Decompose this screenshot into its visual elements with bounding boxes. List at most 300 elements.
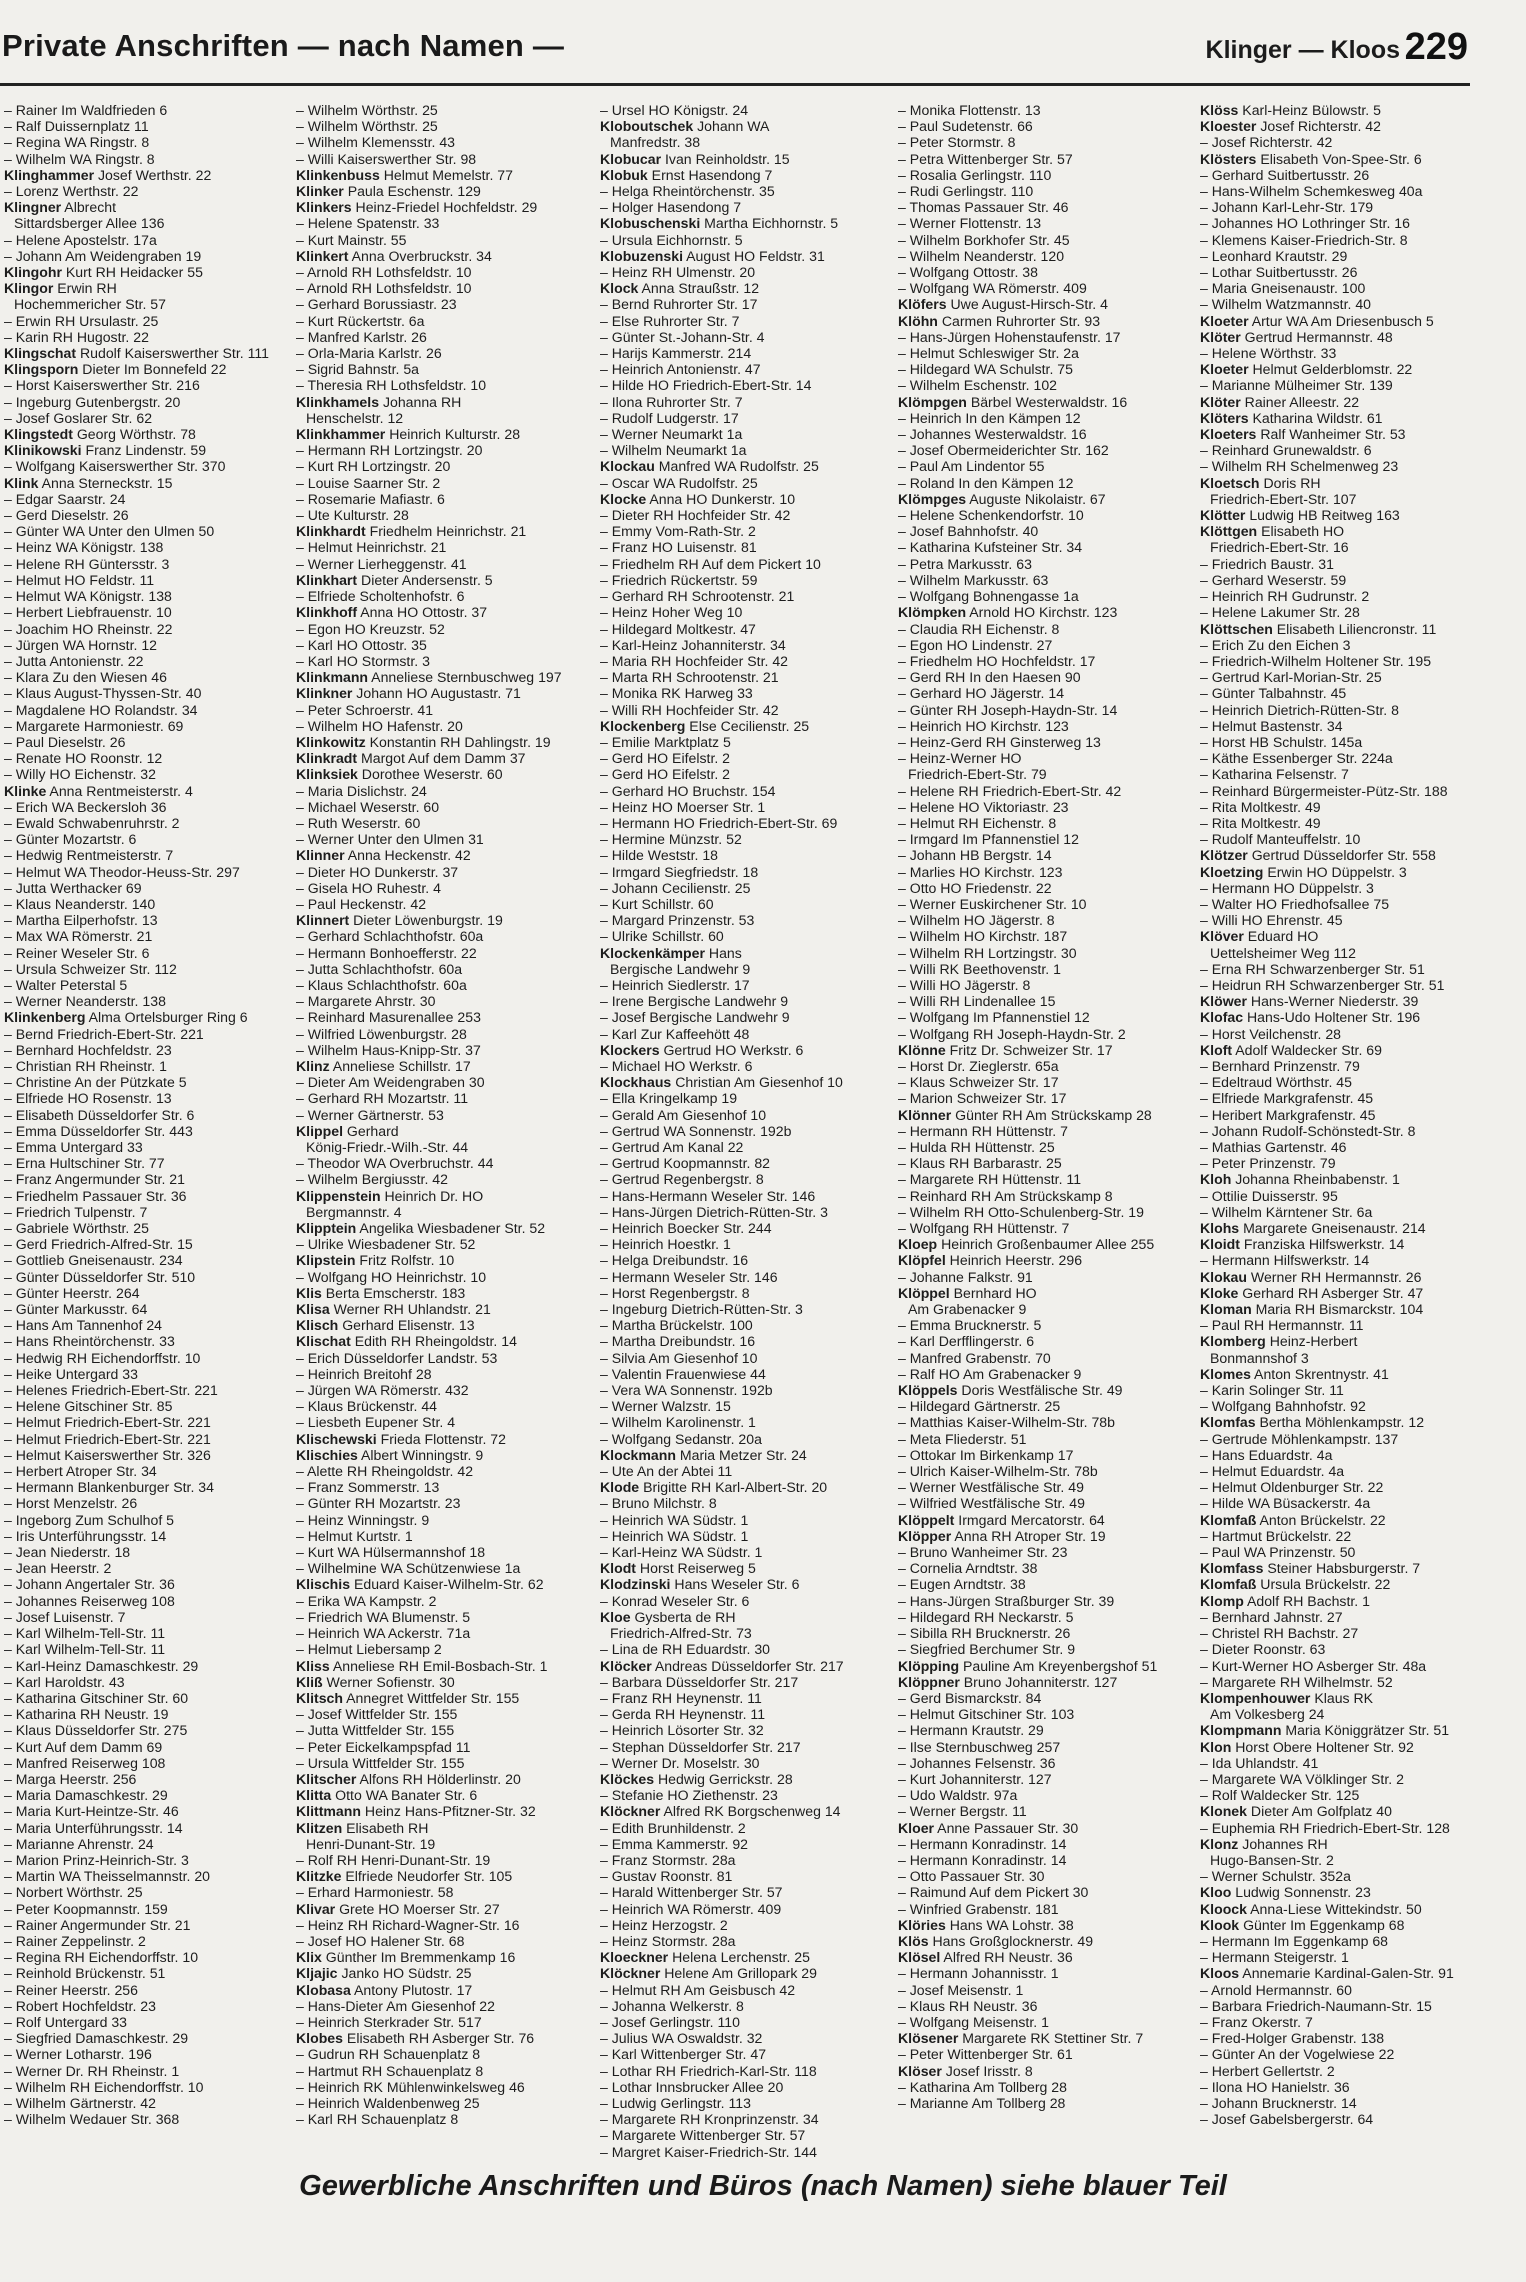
directory-entry: – Orla-Maria Karlstr. 26 [296, 345, 442, 362]
directory-entry: – Wilhelm Watzmannstr. 40 [1200, 296, 1372, 313]
directory-entry: König-Friedr.-Wilh.-Str. 44 [306, 1139, 469, 1155]
directory-entry: Klösener Margarete RK Stettiner Str. 7 [898, 2030, 1144, 2047]
directory-entry: Klinkowitz Konstantin RH Dahlingstr. 19 [296, 733, 551, 750]
directory-entry: – Klaus RH Barbarastr. 25 [898, 1155, 1062, 1172]
directory-entry: – Herbert Gellertstr. 2 [1200, 2062, 1335, 2079]
directory-entry: – Josef Gerlingstr. 110 [600, 2013, 740, 2030]
directory-entry: – Johannes Reiserweg 108 [4, 1592, 175, 1609]
directory-entry: – Ludwig Gerlingstr. 113 [600, 2094, 751, 2111]
directory-entry: – Werner Dr. Moselstr. 30 [600, 1754, 760, 1771]
directory-entry: Friedrich-Alfred-Str. 73 [610, 1625, 752, 1642]
directory-entry: – Helmut RH Am Geisbusch 42 [600, 1981, 796, 1998]
directory-entry: Kloer Anne Passauer Str. 30 [898, 1819, 1079, 1836]
directory-entry: – Reinhard Bürgermeister-Pütz-Str. 188 [1200, 782, 1448, 799]
directory-entry: – Lothar Innsbrucker Allee 20 [600, 2078, 784, 2095]
directory-entry: – Wilhelm Gärtnerstr. 42 [4, 2094, 156, 2111]
directory-entry: Klinkenbuss Helmut Memelstr. 77 [296, 166, 513, 183]
directory-entry: – Ursula Eichhornstr. 5 [600, 231, 743, 248]
directory-entry: Manfredstr. 38 [610, 134, 701, 151]
directory-entry: – Gerald Am Giesenhof 10 [600, 1106, 767, 1123]
directory-entry: – Raimund Auf dem Pickert 30 [898, 1884, 1089, 1901]
directory-entry: – Hermann Krautstr. 29 [898, 1722, 1044, 1739]
directory-entry: Klinkhammer Heinrich Kulturstr. 28 [296, 426, 521, 443]
directory-entry: – Rainer Zeppelinstr. 2 [4, 1932, 146, 1949]
directory-entry: Klitscher Alfons RH Hölderlinstr. 20 [296, 1770, 521, 1787]
directory-entry: Klingor Erwin RH [4, 280, 117, 297]
directory-entry: Klobes Elisabeth RH Asberger Str. 76 [296, 2030, 535, 2047]
directory-entry: – Katharina Kufsteiner Str. 34 [898, 539, 1083, 556]
directory-entry: – Gertrud Karl-Morian-Str. 25 [1200, 669, 1382, 686]
directory-entry: – Paul Am Lindentor 55 [898, 458, 1045, 475]
directory-entry: – Werner Dr. RH Rheinstr. 1 [4, 2062, 180, 2079]
directory-entry: – Johanna Welkerstr. 8 [600, 1997, 744, 2014]
directory-entry: – Günter RH Joseph-Haydn-Str. 14 [898, 701, 1118, 718]
directory-entry: – Helmut Liebersamp 2 [296, 1641, 442, 1658]
directory-entry: – Peter Eickelkampspfad 11 [296, 1738, 471, 1755]
directory-entry: Hochemmericher Str. 57 [14, 296, 166, 313]
directory-entry: – Jean Heerstr. 2 [4, 1560, 112, 1577]
directory-entry: – Bernd Friedrich-Ebert-Str. 221 [4, 1025, 204, 1042]
directory-entry: – Valentin Frauenwiese 44 [600, 1365, 766, 1382]
directory-entry: Klöckner Helene Am Grillopark 29 [600, 1965, 817, 1982]
directory-entry: – Stephan Düsseldorfer Str. 217 [600, 1738, 801, 1755]
directory-entry: – Otto Passauer Str. 30 [898, 1868, 1045, 1885]
directory-entry: – Kurt-Werner HO Asberger Str. 48a [1200, 1657, 1427, 1674]
directory-entry: – Franz Okerstr. 7 [1200, 2013, 1313, 2030]
directory-entry: – Hermann Steigerstr. 1 [1200, 1949, 1349, 1966]
directory-entry: – Emma Düsseldorfer Str. 443 [4, 1122, 193, 1139]
directory-entry: – Margret Kaiser-Friedrich-Str. 144 [600, 2143, 817, 2160]
directory-entry: – Emma Untergard 33 [4, 1139, 143, 1155]
directory-entry: – Peter Wittenberger Str. 61 [898, 2046, 1073, 2063]
directory-entry: – Helene HO Viktoriastr. 23 [898, 798, 1069, 815]
directory-entry: – Siegfried Berchumer Str. 9 [898, 1641, 1076, 1658]
directory-entry: Klöpfel Heinrich Heerstr. 296 [898, 1252, 1083, 1269]
directory-entry: – Günter St.-Johann-Str. 4 [600, 328, 765, 345]
directory-entry: – Hans-Hermann Weseler Str. 146 [600, 1187, 816, 1204]
directory-entry: Klockmann Maria Metzer Str. 24 [600, 1446, 807, 1463]
directory-entry: – Martin WA Theisselmannstr. 20 [4, 1868, 211, 1885]
directory-entry: – Paul RH Hermannstr. 11 [1200, 1317, 1364, 1334]
directory-entry: – Gerd HO Eifelstr. 2 [600, 750, 731, 767]
directory-entry: Klipptein Angelika Wiesbadener Str. 52 [296, 1220, 546, 1237]
directory-entry: – Werner Lotharstr. 196 [4, 2046, 152, 2063]
directory-entry: – Erich WA Beckersloh 36 [4, 798, 167, 815]
directory-entry: Kloh Johanna Rheinbabenstr. 1 [1200, 1171, 1400, 1188]
directory-entry: Klinghammer Josef Werthstr. 22 [4, 166, 212, 183]
directory-entry: – Rainer Angermunder Str. 21 [4, 1916, 191, 1933]
directory-entry: – Helene Wörthstr. 33 [1200, 345, 1337, 362]
directory-entry: – Erika WA Kampstr. 2 [296, 1592, 437, 1609]
directory-entry: Klöser Josef Irisstr. 8 [898, 2062, 1033, 2079]
directory-entry: – Gisela HO Ruhestr. 4 [296, 879, 441, 896]
directory-entry: Klöppner Bruno Johanniterstr. 127 [898, 1673, 1118, 1690]
directory-entry: – Martha Eilperhofstr. 13 [4, 912, 158, 929]
directory-entry: Klobasa Antony Plutostr. 17 [296, 1981, 473, 1998]
directory-entry: Kloock Anna-Liese Wittekindstr. 50 [1200, 1900, 1422, 1917]
directory-entry: – Hildegard WA Schulstr. 75 [898, 361, 1073, 378]
directory-entry: – Karl Wilhelm-Tell-Str. 11 [4, 1641, 166, 1658]
directory-entry: – Arnold RH Lothsfeldstr. 10 [296, 264, 472, 281]
directory-entry: – Erna Hultschiner Str. 77 [4, 1155, 165, 1172]
directory-entry: – Egon HO Lindenstr. 27 [898, 636, 1053, 653]
directory-entry: – Helenes Friedrich-Ebert-Str. 221 [4, 1382, 218, 1399]
directory-entry: Klöss Karl-Heinz Bülowstr. 5 [1200, 102, 1381, 118]
directory-entry: Klöter Gertrud Hermannstr. 48 [1200, 328, 1393, 345]
directory-entry: – Marion Prinz-Heinrich-Str. 3 [4, 1851, 189, 1868]
directory-entry: – Heinrich Lösorter Str. 32 [600, 1722, 764, 1739]
directory-entry: Kljajic Janko HO Südstr. 25 [296, 1965, 472, 1982]
directory-entry: – Ulrike Wiesbadener Str. 52 [296, 1236, 476, 1253]
directory-entry: – Elfriede HO Rosenstr. 13 [4, 1090, 172, 1107]
directory-entry: Bonmannshof 3 [1210, 1349, 1309, 1366]
directory-entry: – Kurt WA Hülsermannshof 18 [296, 1544, 486, 1561]
directory-entry: Klonz Johannes RH [1200, 1835, 1328, 1852]
directory-entry: – Josef Gabelsbergerstr. 64 [1200, 2111, 1374, 2128]
directory-entry: – Katharina RH Neustr. 19 [4, 1706, 169, 1723]
directory-entry: – Marga Heerstr. 256 [4, 1770, 137, 1787]
directory-entry: – Reinhard RH Am Strückskamp 8 [898, 1187, 1113, 1204]
column-1 [4, 102, 294, 2162]
directory-entry: – Klemens Kaiser-Friedrich-Str. 8 [1200, 231, 1408, 248]
directory-entry: Klöckes Hedwig Gerrickstr. 28 [600, 1770, 793, 1787]
directory-entry: – Horst Menzelstr. 26 [4, 1495, 138, 1512]
directory-entry: – Hans-Wilhelm Schemkesweg 40a [1200, 183, 1423, 200]
directory-entry: Kloman Maria RH Bismarckstr. 104 [1200, 1301, 1424, 1318]
directory-entry: – Karl Wilhelm-Tell-Str. 11 [4, 1625, 166, 1642]
directory-entry: – Wilhelm Borkhofer Str. 45 [898, 231, 1070, 248]
directory-entry: Kloo Ludwig Sonnenstr. 23 [1200, 1884, 1371, 1901]
directory-entry: – Theresia RH Lothsfeldstr. 10 [296, 377, 487, 394]
directory-entry: Hugo-Bansen-Str. 2 [1210, 1851, 1334, 1868]
directory-entry: – Hans-Jürgen Hohenstaufenstr. 17 [898, 328, 1121, 345]
directory-entry: – Christine An der Pützkate 5 [4, 1074, 187, 1091]
directory-entry: Klix Günther Im Bremmenkamp 16 [296, 1949, 516, 1966]
directory-entry: – Gudrun RH Schauenplatz 8 [296, 2046, 481, 2063]
directory-entry: – Hermann RH Lortzingstr. 20 [296, 442, 483, 459]
directory-entry: – Rainer Im Waldfrieden 6 [4, 102, 168, 118]
directory-entry: – Emmy Vom-Rath-Str. 2 [600, 523, 756, 540]
directory-entry: – Günter Talbahnstr. 45 [1200, 685, 1347, 702]
directory-entry: – Johann Cecilienstr. 25 [600, 879, 751, 896]
directory-entry: Klomfaß Ursula Brückelstr. 22 [1200, 1576, 1391, 1593]
directory-entry: – Wilhelm Eschenstr. 102 [898, 377, 1058, 394]
directory-entry: – Margarete RH Wilhelmstr. 52 [1200, 1673, 1393, 1690]
directory-entry: – Helmut WA Königstr. 138 [4, 588, 172, 605]
directory-entry: – Wolfgang Ottostr. 38 [898, 264, 1038, 281]
directory-entry: – Hedwig Rentmeisterstr. 7 [4, 847, 174, 864]
directory-entry: – Heinrich In den Kämpen 12 [898, 409, 1081, 426]
directory-entry: – Lorenz Werthstr. 22 [4, 183, 139, 200]
directory-entry: – Klaus Brückenstr. 44 [296, 1398, 438, 1415]
directory-entry: Klinkhamels Johanna RH [296, 393, 462, 410]
directory-entry: Klinkhoff Anna HO Ottostr. 37 [296, 604, 488, 621]
directory-entry: – Gerda RH Heynenstr. 11 [600, 1706, 766, 1723]
directory-entry: Klomfaß Anton Brückelstr. 22 [1200, 1511, 1386, 1528]
directory-entry: – Heinrich Dietrich-Rütten-Str. 8 [1200, 701, 1399, 718]
directory-entry: – Petra Markusstr. 63 [898, 555, 1032, 572]
directory-entry: – Josef Wittfelder Str. 155 [296, 1706, 458, 1723]
directory-entry: Klinkenberg Alma Ortelsburger Ring 6 [4, 1009, 248, 1026]
directory-entry: Klischis Eduard Kaiser-Wilhelm-Str. 62 [296, 1576, 544, 1593]
directory-entry: – Werner Bergstr. 11 [898, 1803, 1027, 1820]
directory-entry: – Günter Düsseldorfer Str. 510 [4, 1268, 196, 1285]
directory-entry: – Helene Gitschiner Str. 85 [4, 1398, 173, 1415]
directory-entry: Kloester Josef Richterstr. 42 [1200, 118, 1381, 135]
directory-entry: – Ulrich Kaiser-Wilhelm-Str. 78b [898, 1463, 1098, 1480]
directory-entry: – Martha Brückelstr. 100 [600, 1317, 753, 1334]
directory-entry: – Hermann Weseler Str. 146 [600, 1268, 778, 1285]
directory-entry: – Karl-Heinz Damaschkestr. 29 [4, 1657, 199, 1674]
directory-entry: Klinkradt Margot Auf dem Damm 37 [296, 750, 526, 767]
directory-entry: – Reiner Heerstr. 256 [4, 1981, 138, 1998]
directory-entry: – Werner Westfälische Str. 49 [898, 1479, 1084, 1496]
directory-entry: Klis Berta Emscherstr. 183 [296, 1284, 466, 1301]
directory-entry: – Jutta Werthacker 69 [4, 879, 142, 896]
directory-entry: – Hildegard Moltkestr. 47 [600, 620, 756, 637]
column-2 [296, 102, 586, 2162]
directory-entry: – Winfried Grabenstr. 181 [898, 1900, 1059, 1917]
directory-entry: Kloeters Ralf Wanheimer Str. 53 [1200, 426, 1406, 443]
directory-entry: – Horst Dr. Zieglerstr. 65a [898, 1057, 1059, 1074]
directory-entry: Klinkmann Anneliese Sternbuschweg 197 [296, 669, 562, 686]
directory-entry: – Gerhard Schlachthofstr. 60a [296, 928, 484, 945]
directory-entry: Klösters Elisabeth Von-Spee-Str. 6 [1200, 150, 1422, 167]
directory-entry: – Hermann Konradinstr. 14 [898, 1835, 1067, 1852]
directory-entry: – Willy HO Eichenstr. 32 [4, 766, 156, 783]
directory-entry: – Marta RH Schrootenstr. 21 [600, 669, 779, 686]
directory-entry: – Paul Dieselstr. 26 [4, 733, 126, 750]
directory-entry: Friedrich-Ebert-Str. 16 [1210, 539, 1349, 556]
directory-entry: – Horst Veilchenstr. 28 [1200, 1025, 1342, 1042]
directory-entry: – Heinz HO Moerser Str. 1 [600, 798, 766, 815]
directory-entry: – Heribert Markgrafenstr. 45 [1200, 1106, 1376, 1123]
directory-entry: – Ilona HO Hanielstr. 36 [1200, 2078, 1350, 2095]
directory-entry: – Josef Luisenstr. 7 [4, 1608, 126, 1625]
directory-entry: – Barbara Düsseldorfer Str. 217 [600, 1673, 799, 1690]
directory-entry: – Heinrich Antonienstr. 47 [600, 361, 761, 378]
directory-entry: Sittardsberger Allee 136 [14, 215, 165, 232]
directory-entry: Klodt Horst Reiserweg 5 [600, 1560, 756, 1577]
directory-entry: – Stefanie HO Ziethenstr. 23 [600, 1787, 778, 1804]
directory-entry: – Jürgen WA Römerstr. 432 [296, 1382, 469, 1399]
directory-entry: Klötter Ludwig HB Reitweg 163 [1200, 507, 1400, 524]
directory-entry: – Dieter RH Hochfeider Str. 42 [600, 507, 791, 524]
directory-entry: – Paul WA Prinzenstr. 50 [1200, 1544, 1356, 1561]
directory-entry: – Katharina Gitschiner Str. 60 [4, 1689, 189, 1706]
directory-entry: – Rudolf Ludgerstr. 17 [600, 409, 739, 426]
directory-entry: – Helmut Schleswiger Str. 2a [898, 345, 1079, 362]
directory-entry: – Helmut Oldenburger Str. 22 [1200, 1479, 1384, 1496]
directory-entry: – Johannes Felsenstr. 36 [898, 1754, 1056, 1771]
directory-entry: Klinkhardt Friedhelm Heinrichstr. 21 [296, 523, 527, 540]
directory-entry: Kloboutschek Johann WA [600, 118, 770, 135]
directory-entry: – Gerhard Weserstr. 59 [1200, 571, 1347, 588]
directory-entry: Klocke Anna HO Dunkerstr. 10 [600, 490, 796, 507]
directory-entry: Klinz Anneliese Schillstr. 17 [296, 1057, 471, 1074]
directory-entry: – Irmgard Im Pfannenstiel 12 [898, 831, 1079, 848]
directory-entry: – Wilhelm Neanderstr. 120 [898, 247, 1065, 264]
directory-entry: Klook Günter Im Eggenkamp 68 [1200, 1916, 1405, 1933]
directory-entry: – Renate HO Roonstr. 12 [4, 750, 163, 767]
directory-entry: Klofac Hans-Udo Holtener Str. 196 [1200, 1009, 1421, 1026]
directory-entry: Klöfers Uwe August-Hirsch-Str. 4 [898, 296, 1108, 313]
directory-entry: – Manfred Reiserweg 108 [4, 1754, 166, 1771]
directory-entry: – Hilde Weststr. 18 [600, 847, 719, 864]
directory-entry: – Klara Zu den Wiesen 46 [4, 669, 167, 686]
directory-entry: – Elfriede Scholtenhofstr. 6 [296, 588, 465, 605]
directory-entry: – Manfred Karlstr. 26 [296, 328, 427, 345]
directory-entry: – Maria Gneisenaustr. 100 [1200, 280, 1366, 297]
directory-entry: Klötzer Gertrud Düsseldorfer Str. 558 [1200, 847, 1436, 864]
directory-entry: – Bruno Wanheimer Str. 23 [898, 1544, 1068, 1561]
directory-entry: – Gerd Dieselstr. 26 [4, 507, 129, 524]
directory-entry: – Klaus Schlachthofstr. 60a [296, 976, 467, 993]
directory-entry: – Wilhelm Bergiusstr. 42 [296, 1171, 448, 1188]
directory-entry: – Petra Wittenberger Str. 57 [898, 150, 1073, 167]
directory-entry: – Hans Eduardstr. 4a [1200, 1446, 1333, 1463]
directory-entry: – Iris Unterführungsstr. 14 [4, 1527, 167, 1544]
directory-entry: – Regina RH Eichendorffstr. 10 [4, 1949, 199, 1966]
directory-entry: – Ralf HO Am Grabenacker 9 [898, 1365, 1082, 1382]
directory-entry: Klivar Grete HO Moerser Str. 27 [296, 1900, 500, 1917]
directory-entry: – Wolfgang Im Pfannenstiel 12 [898, 1009, 1090, 1026]
directory-entry: – Elfriede Markgrafenstr. 45 [1200, 1090, 1374, 1107]
directory-entry: Klippenstein Heinrich Dr. HO [296, 1187, 484, 1204]
directory-entry: Klöpping Pauline Am Kreyenbergshof 51 [898, 1657, 1158, 1674]
directory-entry: – Ute An der Abtei 11 [600, 1463, 733, 1480]
directory-entry: Kloft Adolf Waldecker Str. 69 [1200, 1041, 1382, 1058]
directory-entry: – Irmgard Siegfriedstr. 18 [600, 863, 759, 880]
directory-entry: – Kurt Auf dem Damm 69 [4, 1738, 163, 1755]
directory-entry: – Werner Neanderstr. 138 [4, 993, 166, 1010]
directory-entry: – Bernhard Hochfeldstr. 23 [4, 1041, 172, 1058]
directory-entry: – Heike Untergard 33 [4, 1365, 138, 1382]
directory-entry: – Werner Lierheggenstr. 41 [296, 555, 467, 572]
directory-entry: – Karl HO Stormstr. 3 [296, 652, 430, 669]
directory-entry: – Rolf RH Henri-Dunant-Str. 19 [296, 1851, 491, 1868]
directory-entry: – Werner Schulstr. 352a [1200, 1868, 1351, 1885]
directory-entry: – Josef HO Halener Str. 68 [296, 1932, 465, 1949]
directory-entry: – Udo Waldstr. 97a [898, 1787, 1018, 1804]
directory-entry: – Reinhold Brückenstr. 51 [4, 1965, 166, 1982]
directory-entry: – Emma Brucknerstr. 5 [898, 1317, 1042, 1334]
directory-entry: Klischies Albert Winningstr. 9 [296, 1446, 484, 1463]
directory-entry: – Josef Obermeiderichter Str. 162 [898, 442, 1109, 459]
directory-entry: – Lothar RH Friedrich-Karl-Str. 118 [600, 2062, 817, 2079]
directory-entry: – Helmut Gitschiner Str. 103 [898, 1706, 1075, 1723]
directory-entry: – Emma Kammerstr. 92 [600, 1835, 749, 1852]
directory-entry: – Josef Richterstr. 42 [1200, 134, 1333, 151]
directory-entry: Klöter Rainer Alleestr. 22 [1200, 393, 1360, 410]
directory-entry: – Harijs Kammerstr. 214 [600, 345, 752, 362]
directory-entry: – Michael Weserstr. 60 [296, 798, 440, 815]
directory-entry: – Franz Sommerstr. 13 [296, 1479, 440, 1496]
directory-entry: – Heinz Stormstr. 28a [600, 1932, 736, 1949]
directory-entry: – Werner Neumarkt 1a [600, 426, 743, 443]
directory-entry: – Lothar Suitbertusstr. 26 [1200, 264, 1358, 281]
directory-entry: – Peter Schroerstr. 41 [296, 701, 434, 718]
directory-entry: – Oscar WA Rudolfstr. 25 [600, 474, 758, 491]
directory-entry: – Gerhard RH Mozartstr. 11 [296, 1090, 469, 1107]
directory-entry: – Christel RH Bachstr. 27 [1200, 1625, 1359, 1642]
directory-entry: Klittmann Heinz Hans-Pfitzner-Str. 32 [296, 1803, 536, 1820]
directory-entry: – Friedrich Tulpenstr. 7 [4, 1203, 148, 1220]
directory-entry: – Wilhelm Karolinenstr. 1 [600, 1414, 756, 1431]
directory-entry: – Helmut RH Eichenstr. 8 [898, 814, 1057, 831]
directory-entry: – Franz RH Heynenstr. 11 [600, 1689, 762, 1706]
directory-entry: Klinkers Heinz-Friedel Hochfeldstr. 29 [296, 199, 538, 216]
directory-entry: – Karl Haroldstr. 43 [4, 1673, 125, 1690]
directory-entry: – Gerd HO Eifelstr. 2 [600, 766, 731, 783]
directory-entry: – Rita Moltkestr. 49 [1200, 798, 1321, 815]
directory-entry: Henri-Dunant-Str. 19 [306, 1835, 436, 1852]
directory-entry: – Karl RH Schauenplatz 8 [296, 2111, 459, 2128]
directory-entry: – Johannes Westerwaldstr. 16 [898, 426, 1087, 443]
directory-entry: – Katharina Felsenstr. 7 [1200, 766, 1349, 783]
directory-entry: Klisch Gerhard Elisenstr. 13 [296, 1317, 475, 1334]
directory-entry: – Hans-Jürgen Straßburger Str. 39 [898, 1592, 1115, 1609]
directory-entry: Klobucar Ivan Reinholdstr. 15 [600, 150, 790, 167]
directory-entry: – Klaus Neanderstr. 140 [4, 895, 156, 912]
directory-entry: Kliss Anneliese RH Emil-Bosbach-Str. 1 [296, 1657, 548, 1674]
directory-entry: – Johannes HO Lothringer Str. 16 [1200, 215, 1410, 232]
directory-entry: Klockenkämper Hans [600, 944, 742, 961]
directory-entry: Klömpken Arnold HO Kirchstr. 123 [898, 604, 1118, 621]
directory-entry: Klöhn Carmen Ruhrorter Str. 93 [898, 312, 1101, 329]
directory-entry: – Gerd Bismarckstr. 84 [898, 1689, 1042, 1706]
directory-entry: – Helmut Kurtstr. 1 [296, 1527, 413, 1544]
directory-entry: – Heinz-Werner HO [898, 750, 1022, 767]
directory-entry: – Helene RH Güntersstr. 3 [4, 555, 170, 572]
directory-entry: – Günter An der Vogelwiese 22 [1200, 2046, 1395, 2063]
directory-entry: – Gerhard RH Schrootenstr. 21 [600, 588, 795, 605]
directory-entry: – Helmut Heinrichstr. 21 [296, 539, 447, 556]
directory-entry: – Gerd RH In den Haesen 90 [898, 669, 1081, 686]
directory-entry: – Hilde WA Büsackerstr. 4a [1200, 1495, 1371, 1512]
directory-entry: – Heinz Herzogstr. 2 [600, 1916, 728, 1933]
directory-entry: – Helmut HO Feldstr. 11 [4, 571, 155, 588]
directory-entry: – Julius WA Oswaldstr. 32 [600, 2030, 763, 2047]
directory-entry: – Gerhard Suitbertusstr. 26 [1200, 166, 1370, 183]
directory-entry: – Kurt Mainstr. 55 [296, 231, 407, 248]
directory-entry: – Dieter Am Weidengraben 30 [296, 1074, 485, 1091]
directory-entry: Klodzinski Hans Weseler Str. 6 [600, 1576, 800, 1593]
directory-entry: Klobuzenski August HO Feldstr. 31 [600, 247, 825, 264]
directory-entry: – Willi HO Ehrenstr. 45 [1200, 912, 1343, 929]
directory-entry: – Siegfried Damaschkestr. 29 [4, 2030, 189, 2047]
directory-entry: – Herbert Atroper Str. 34 [4, 1463, 157, 1480]
directory-entry: Klompmann Maria Königgrätzer Str. 51 [1200, 1722, 1450, 1739]
directory-entry: – Heinrich WA Südstr. 1 [600, 1527, 749, 1544]
directory-entry: – Roland In den Kämpen 12 [898, 474, 1074, 491]
directory-entry: – Joachim HO Rheinstr. 22 [4, 620, 173, 637]
directory-entry: – Günter Mozartstr. 6 [4, 831, 137, 848]
directory-entry: – Erhard Harmoniestr. 58 [296, 1884, 454, 1901]
directory-entry: – Marianne Mülheimer Str. 139 [1200, 377, 1393, 394]
directory-entry: – Kurt Schillstr. 60 [600, 895, 714, 912]
section-title: Private Anschriften — nach Namen — [2, 28, 565, 63]
directory-entry: Klompenhouwer Klaus RK [1200, 1689, 1374, 1706]
directory-entry: Klitzen Elisabeth RH [296, 1819, 429, 1836]
directory-entry: – Maria Damaschkestr. 29 [4, 1787, 168, 1804]
directory-entry: – Willi RH Hochfeider Str. 42 [600, 701, 779, 718]
directory-entry: Klöwer Hans-Werner Niederstr. 39 [1200, 993, 1419, 1010]
directory-entry: – Willi HO Jägerstr. 8 [898, 976, 1031, 993]
directory-entry: – Hermann Im Eggenkamp 68 [1200, 1932, 1389, 1949]
directory-entry: – Mathias Gartenstr. 46 [1200, 1139, 1347, 1155]
directory-entry: – Arnold RH Lothsfeldstr. 10 [296, 280, 472, 297]
